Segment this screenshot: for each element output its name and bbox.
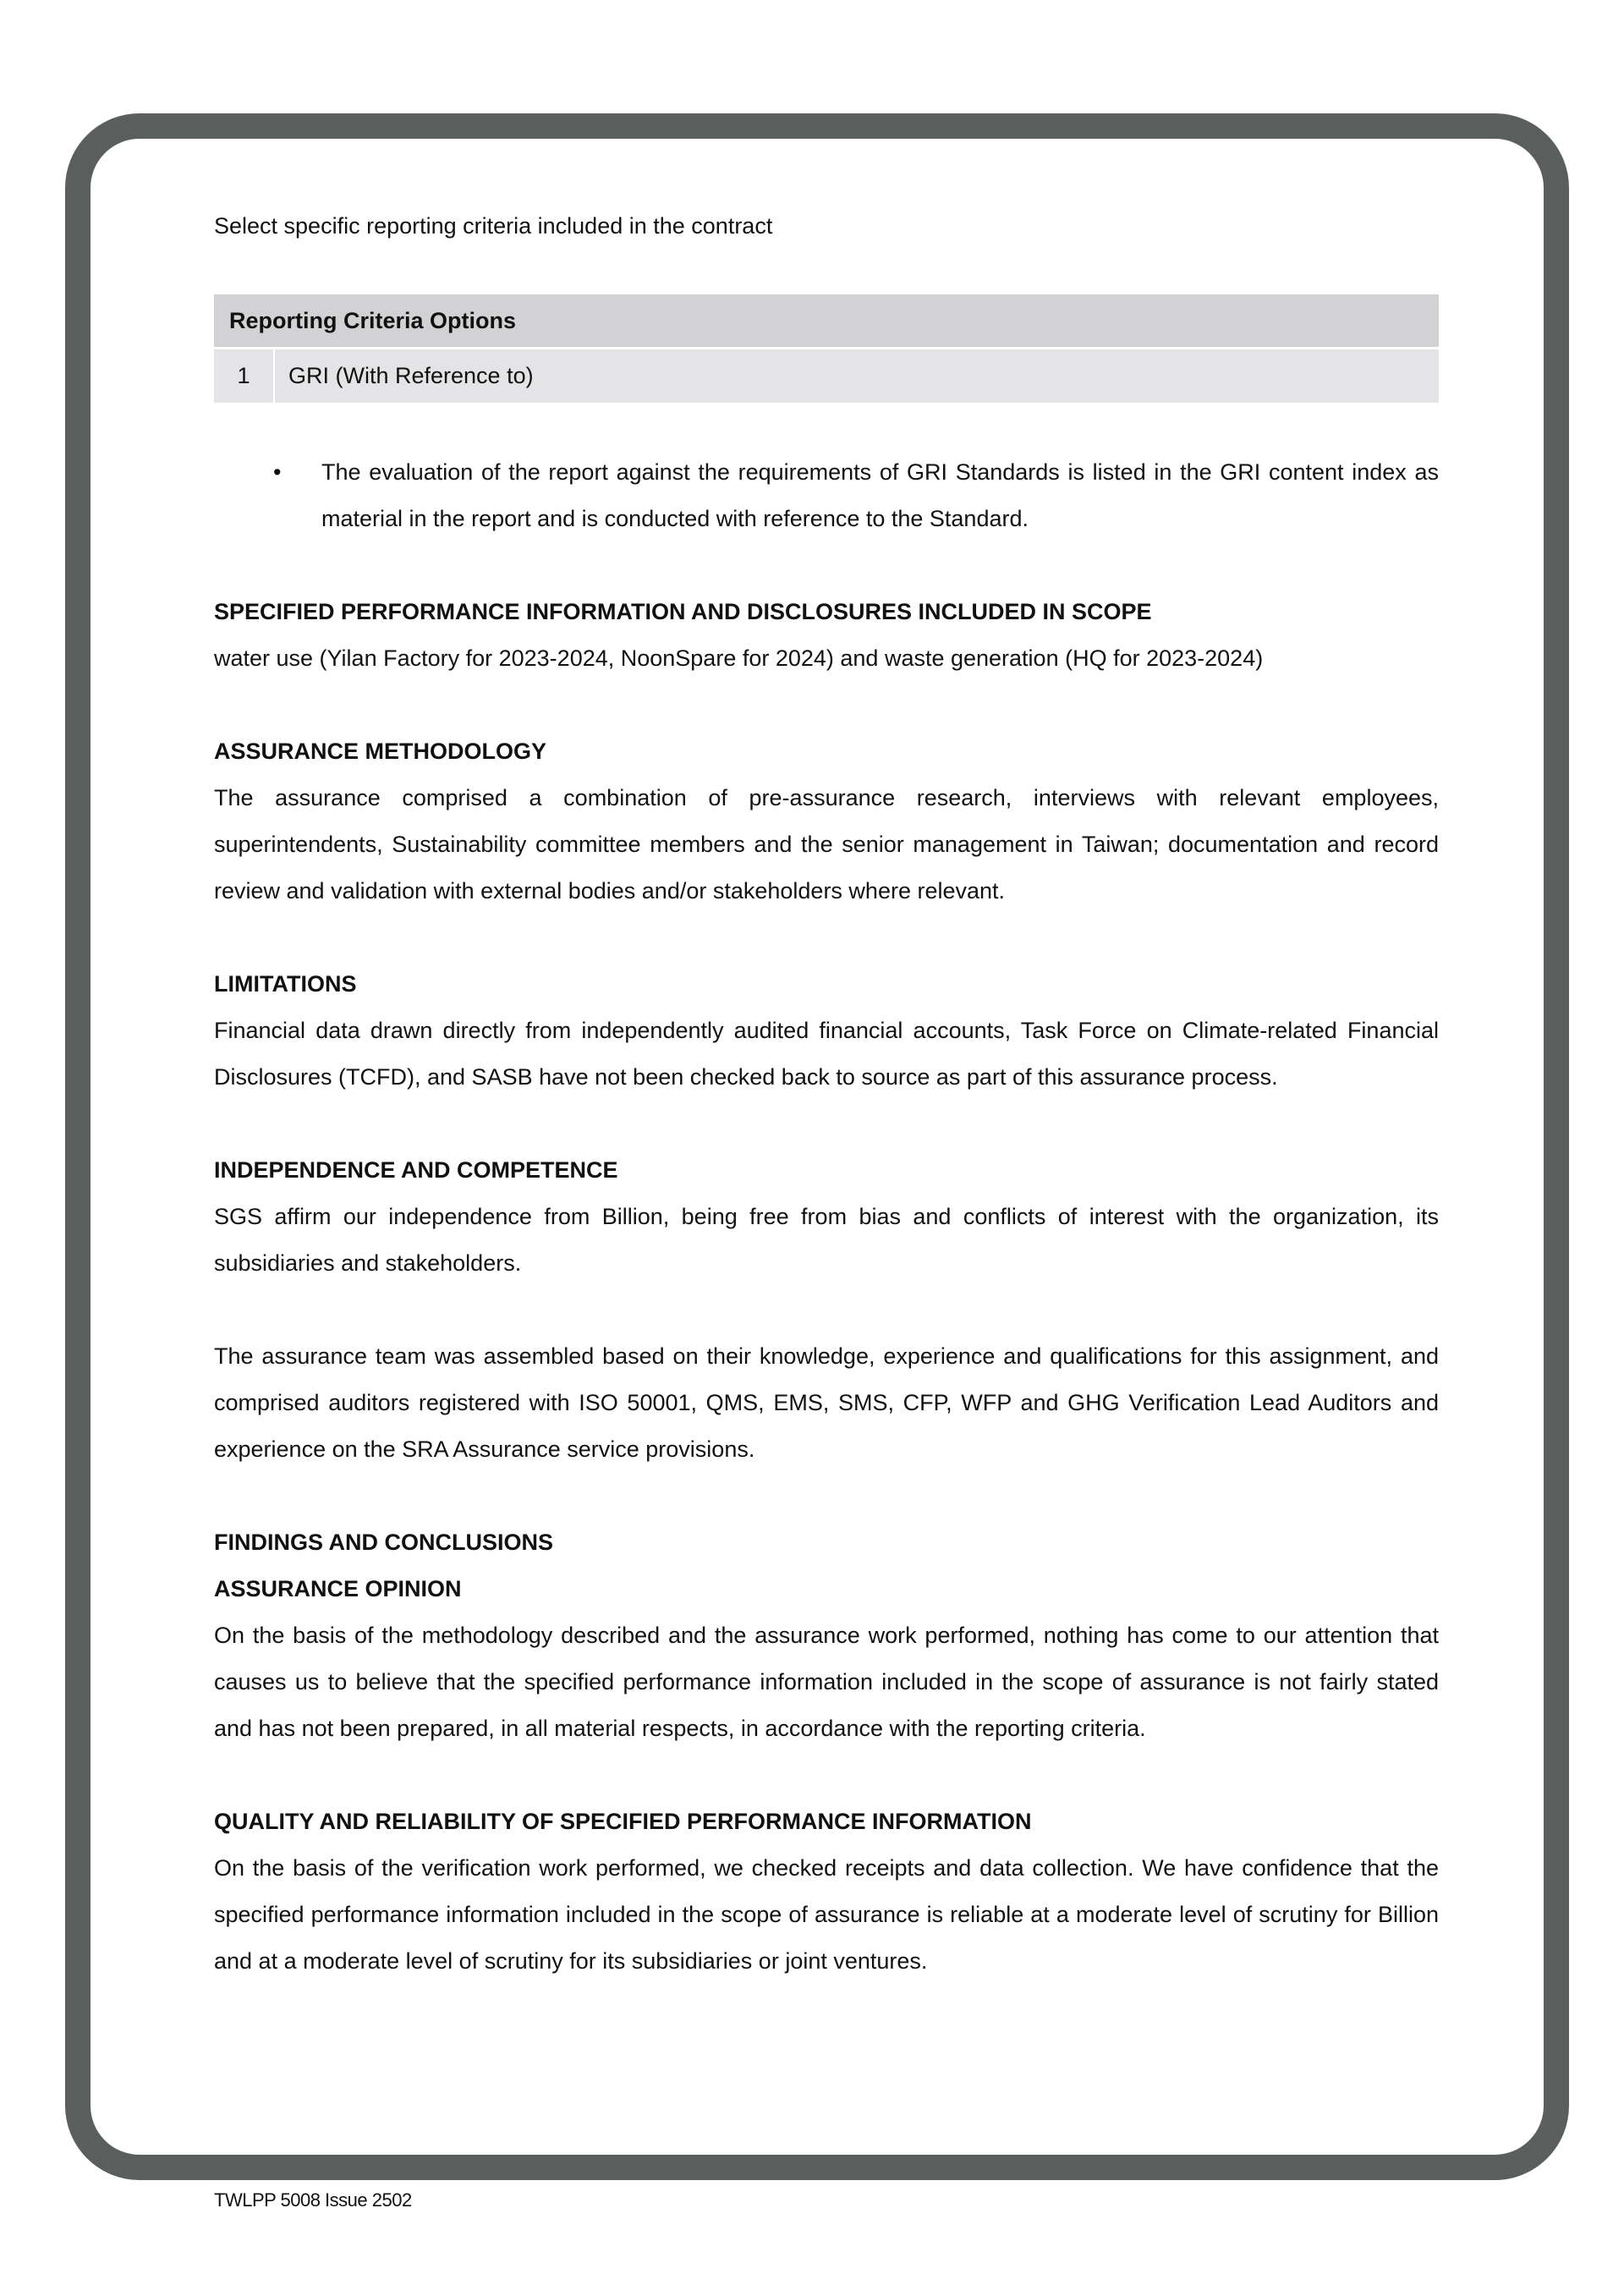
table-header: Reporting Criteria Options xyxy=(214,294,1439,347)
table-row xyxy=(214,349,1439,403)
section-subheading-opinion: ASSURANCE OPINION xyxy=(214,1576,462,1601)
reporting-criteria-table xyxy=(214,292,1439,405)
section-body-independence: SGS affirm our independence from Billion, being free from bias and conflicts of interest with the organization, its subsidiaries and stakeholders. xyxy=(214,1204,1439,1276)
bullet-text: The evaluation of the report against the requirements of GRI Standards is listed in the GRI content index as material in the report and is conducted with reference to the Standard. xyxy=(321,459,1439,531)
section-body-opinion: On the basis of the methodology described and the assurance work performed, nothing has come to our attention that causes us to believe that the specified performance information included in the scope of assurance is not fairly stated and has not been prepared, in all material respects, in accordance with the reporting criteria. xyxy=(214,1623,1439,1741)
footer-doc-code: TWLPP 5008 Issue 2502 xyxy=(214,2189,412,2211)
section-heading-independence: INDEPENDENCE AND COMPETENCE xyxy=(214,1157,618,1183)
section-heading-findings: FINDINGS AND CONCLUSIONS xyxy=(214,1530,554,1555)
section-body-limitations: Financial data drawn directly from independently audited financial accounts, Task Force on Climate-related Financial Disclosures (TCFD), and SASB have not been checked back to source as part of this assurance process. xyxy=(214,1018,1439,1090)
intro-text: Select specific reporting criteria included in the contract xyxy=(214,213,773,239)
table-header-row xyxy=(214,294,1439,347)
section-body-quality: On the basis of the verification work performed, we checked receipts and data collection. We have confidence that the specified performance information included in the scope of assurance is reliable at a moderate level of scrutiny for Billion and at a moderate level of scrutiny for its subsidiaries or joint ventures. xyxy=(214,1855,1439,1974)
row-label: GRI (With Reference to) xyxy=(275,349,1439,403)
bullet-icon: • xyxy=(273,459,282,485)
section-body-scope: water use (Yilan Factory for 2023-2024, NoonSpare for 2024) and waste generation (HQ for 2023-2024) xyxy=(214,645,1264,671)
row-number: 1 xyxy=(214,349,275,403)
section-body-methodology: The assurance comprised a combination of pre-assurance research, interviews with relevant employees, superintendents, Sustainability committee members and the senior management in Taiwan; documentation and record review and validation with external bodies and/or stakeholders where relevant. xyxy=(214,785,1439,904)
bullet-item xyxy=(214,449,1439,542)
section-body-independence-2: The assurance team was assembled based on their knowledge, experience and qualifications for this assignment, and comprised auditors registered with ISO 50001, QMS, EMS, SMS, CFP, WFP and GHG Verification Lead Auditors and experience on the SRA Assurance service provisions. xyxy=(214,1343,1439,1462)
document-body xyxy=(214,203,1439,2031)
section-heading-methodology: ASSURANCE METHODOLOGY xyxy=(214,739,547,764)
section-heading-scope: SPECIFIED PERFORMANCE INFORMATION AND DISCLOSURES INCLUDED IN SCOPE xyxy=(214,599,1152,624)
section-heading-quality: QUALITY AND RELIABILITY OF SPECIFIED PERFORMANCE INFORMATION xyxy=(214,1809,1032,1834)
section-heading-limitations: LIMITATIONS xyxy=(214,971,357,997)
